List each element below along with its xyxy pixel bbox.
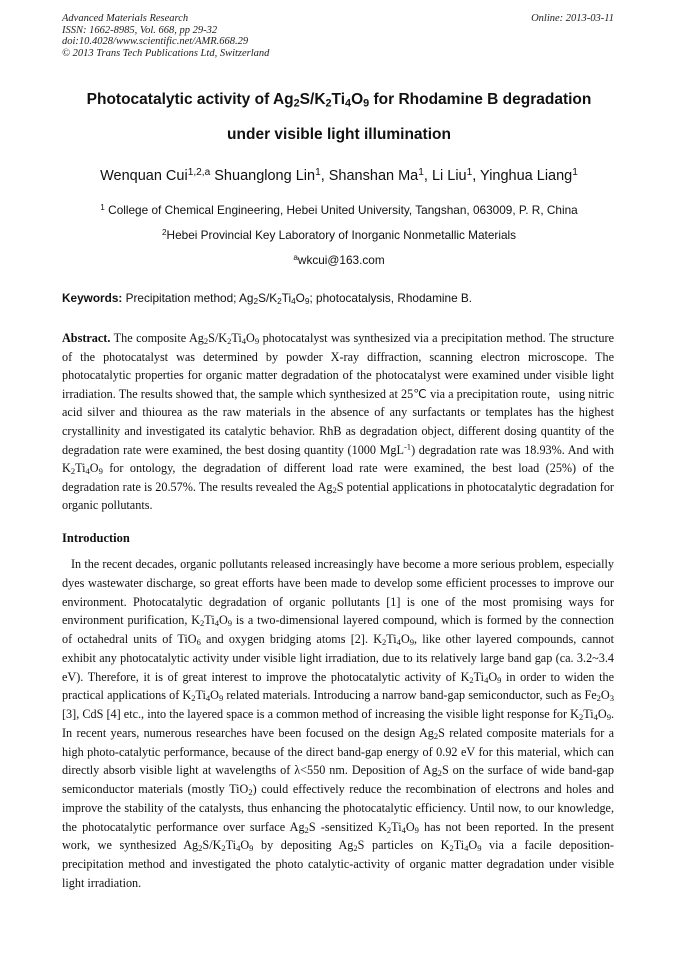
journal-copyright: © 2013 Trans Tech Publications Ltd, Switzerland: [62, 47, 270, 59]
keywords-text: Precipitation method; $Ag_2S/K_2Ti_4O_9$; photocatalysis, Rhodamine B.: [125, 291, 473, 307]
section-heading-introduction: Introduction: [62, 531, 130, 545]
abstract-text: The composite $Ag_2S/K_2Ti_4O_9$ photocatalyst was synthesized via a precipitation method. The structure of the photocatalyst was determined by powder X-ray diffraction, scanning electron microscope. The photocatalytic properties for organic matter degradation of the photocatalyst were examined under visible light irradiation. The results showed that, the sample which synthesized at 25℃ via a precipitation route，using nitric acid silver and thiourea as the raw materials in the absence of any surfactants or templates has the highest crystallinity and investigated its catalytic behavior. RhB as degradation object, different dosing quantity of the degradation rate were examined, the best dosing quantity (1000 MgL$^{-1}$) degradation rate was 18.93%. And with $K_2Ti_4O_9$ for ontology, the degradation of different load rate were examined, the best load (25%) of the degradation rate is 20.57%. The results revealed the $Ag_2S$ potential applications in photocatalytic degradation for organic pollutants.: [62, 331, 614, 513]
introduction-body: In the recent decades, organic pollutants released increasingly have become a more serious problem, especially dyes wastewater discharge, so great efforts have been made to develop some efficient processes to improve our environment. Photocatalytic degradation of organic pollutants [1] is one of the most promising ways for environment purification, $K_2Ti_4O_9$ is a two-dimensional layered compound, which is formed by the connection of octahedral units of TiO$_6$ and oxygen bridging atoms [2]. $K_2Ti_4O_9$, like other layered compounds, cannot exhibit any photocatalytic activity under visible light irradiation, due to its relatively large band gap (ca. 3.2~3.4 eV). Therefore, it is of great interest to improve the photocatalytic activity of $K_2Ti_4O_9$ in order to widen the practical applications of $K_2Ti_4O_9$ related materials. Introducing a narrow band-gap semiconductor, such as $Fe_2O_3$ [3], CdS [4] etc., into the layered space is a common method of increasing the visible light response for $K_2Ti_4O_9$. In recent years, numerous researches have been focused on the design $Ag_2S$ related composite materials for a high photo-catalytic performance, because of the direct band-gap energy of 0.92 eV for this material, which can directly absorb visible light at wavelengths of λ<550 nm. Deposition of $Ag_2S$ on the surface of wide band-gap semiconductor materials (mostly TiO$_2$) could effectively reduce the recombination of electrons and holes and improve the stability of the catalysts, thus enhancing the photocatalytic efficiency. Until now, to our knowledge, the photocatalytic performance over surface $Ag_2S$ -sensitized $K_2Ti_4O_9$ has not been reported. In the present work, we synthesized $Ag_2S/K_2Ti_4O_9$ by depositing $Ag_2S$ particles on $K_2Ti_4O_9$ via a facile deposition-precipitation method and investigated the photo catalytic-activity of organic matter degradation under visible light irradiation.: [62, 557, 615, 890]
author-email[interactable]: $^a$wkcui@163.com: [293, 252, 385, 267]
author-list: Wenquan Cui$^{1,2,a}$ Shuanglong Lin$^1$, Shanshan Ma$^1$, Li Liu$^1$, Yinghua Liang$^1$: [100, 166, 578, 184]
affiliation-2: $^2$Hebei Provincial Key Laboratory of Inorganic Nonmetallic Materials: [161, 227, 517, 242]
keywords: [62, 291, 472, 305]
journal-header: [62, 13, 269, 59]
abstract-label: Abstract.: [62, 331, 111, 345]
journal-doi[interactable]: doi:10.4028/www.scientific.net/AMR.668.29: [62, 36, 249, 47]
paper-title-line-2: under visible light illumination: [227, 126, 451, 143]
paper-title-line-1: Photocatalytic activity of $Ag_2S/K_2Ti_4O_9$ for Rhodamine B degradation: [86, 91, 592, 110]
abstract: [62, 329, 614, 515]
journal-name: Advanced Materials Research: [62, 13, 189, 24]
keywords-label: Keywords:: [62, 291, 123, 305]
online-date: Online: 2013-03-11: [531, 13, 614, 24]
journal-issn: ISSN: 1662-8985, Vol. 668, pp 29-32: [62, 24, 218, 36]
affiliation-1: $^1$ College of Chemical Engineering, Hebei United University, Tangshan, 063009, P. R, China: [100, 202, 578, 217]
